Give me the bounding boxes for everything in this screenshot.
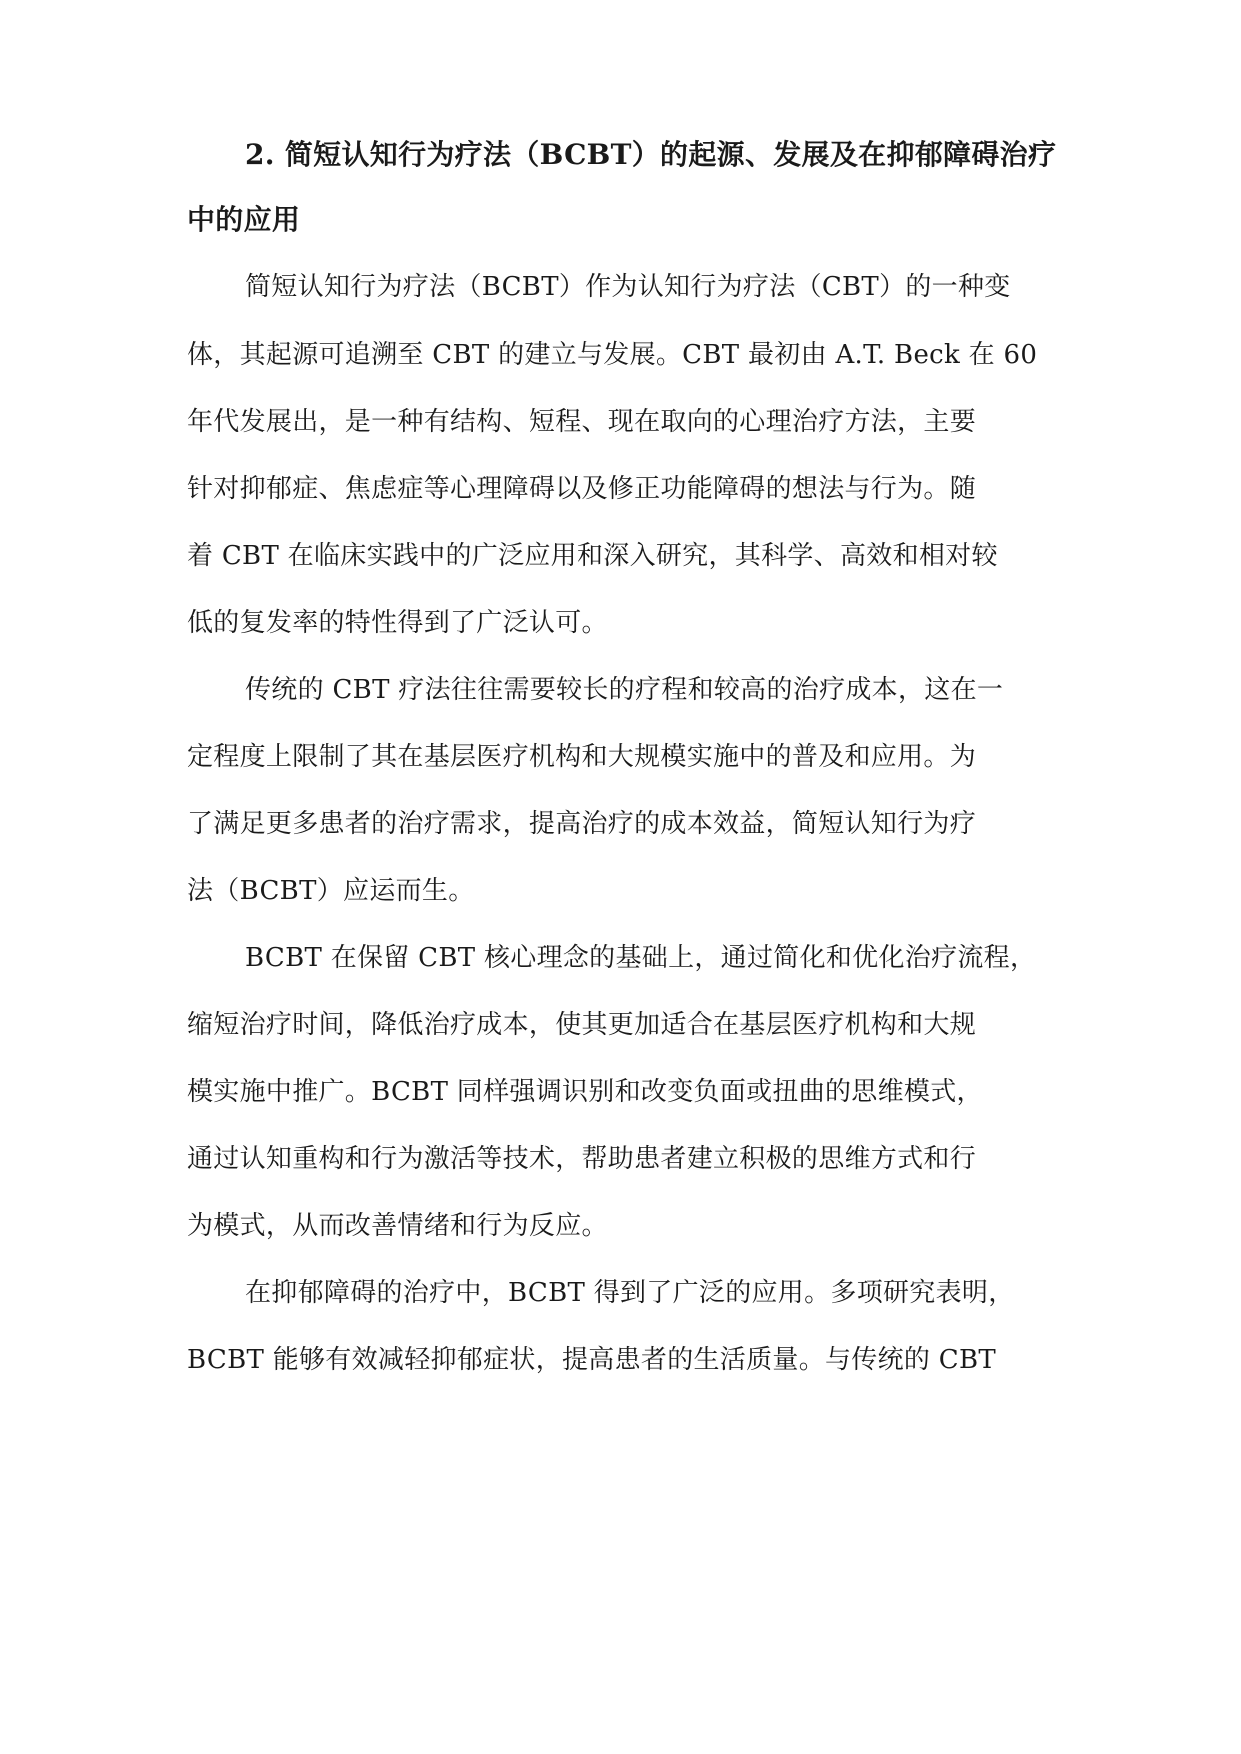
paragraph-2-line-3: 了满足更多患者的治疗需求，提高治疗的成本效益，简短认知行为疗 [187, 809, 977, 839]
paragraph-1-line-2: 体，其起源可追溯至 CBT 的建立与发展。CBT 最初由 A.T. Beck 在 60 [187, 340, 1038, 370]
paragraph-3-line-1: BCBT 在保留 CBT 核心理念的基础上，通过简化和优化治疗流程， [245, 943, 1037, 973]
paragraph-3-line-5: 为模式，从而改善情绪和行为反应。 [187, 1211, 608, 1241]
paragraph-1-line-4: 针对抑郁症、焦虑症等心理障碍以及修正功能障碍的想法与行为。随 [187, 474, 977, 504]
paragraph-1-line-3: 年代发展出，是一种有结构、短程、现在取向的心理治疗方法，主要 [187, 407, 977, 437]
paragraph-2-line-1: 传统的 CBT 疗法往往需要较长的疗程和较高的治疗成本，这在一 [245, 675, 1004, 705]
paragraph-4-line-2: BCBT 能够有效减轻抑郁症状，提高患者的生活质量。与传统的 CBT [187, 1345, 997, 1375]
paragraph-2-line-2: 定程度上限制了其在基层医疗机构和大规模实施中的普及和应用。为 [187, 742, 977, 772]
paragraph-2-line-4: 法（BCBT）应运而生。 [187, 876, 475, 906]
paragraph-3-line-2: 缩短治疗时间，降低治疗成本，使其更加适合在基层医疗机构和大规 [187, 1010, 977, 1040]
paragraph-1-line-1: 简短认知行为疗法（BCBT）作为认知行为疗法（CBT）的一种变 [245, 272, 1011, 302]
paragraph-1-line-6: 低的复发率的特性得到了广泛认可。 [187, 608, 608, 638]
section-heading-line-2: 中的应用 [187, 203, 301, 236]
section-heading-line-1: 2. 简短认知行为疗法（BCBT）的起源、发展及在抑郁障碍治疗 [245, 138, 1057, 171]
paragraph-4-line-1: 在抑郁障碍的治疗中，BCBT 得到了广泛的应用。多项研究表明， [245, 1278, 1015, 1308]
paragraph-1-line-5: 着 CBT 在临床实践中的广泛应用和深入研究，其科学、高效和相对较 [187, 541, 998, 571]
paragraph-3-line-4: 通过认知重构和行为激活等技术，帮助患者建立积极的思维方式和行 [187, 1144, 977, 1174]
paragraph-3-line-3: 模实施中推广。BCBT 同样强调识别和改变负面或扭曲的思维模式， [187, 1077, 983, 1107]
